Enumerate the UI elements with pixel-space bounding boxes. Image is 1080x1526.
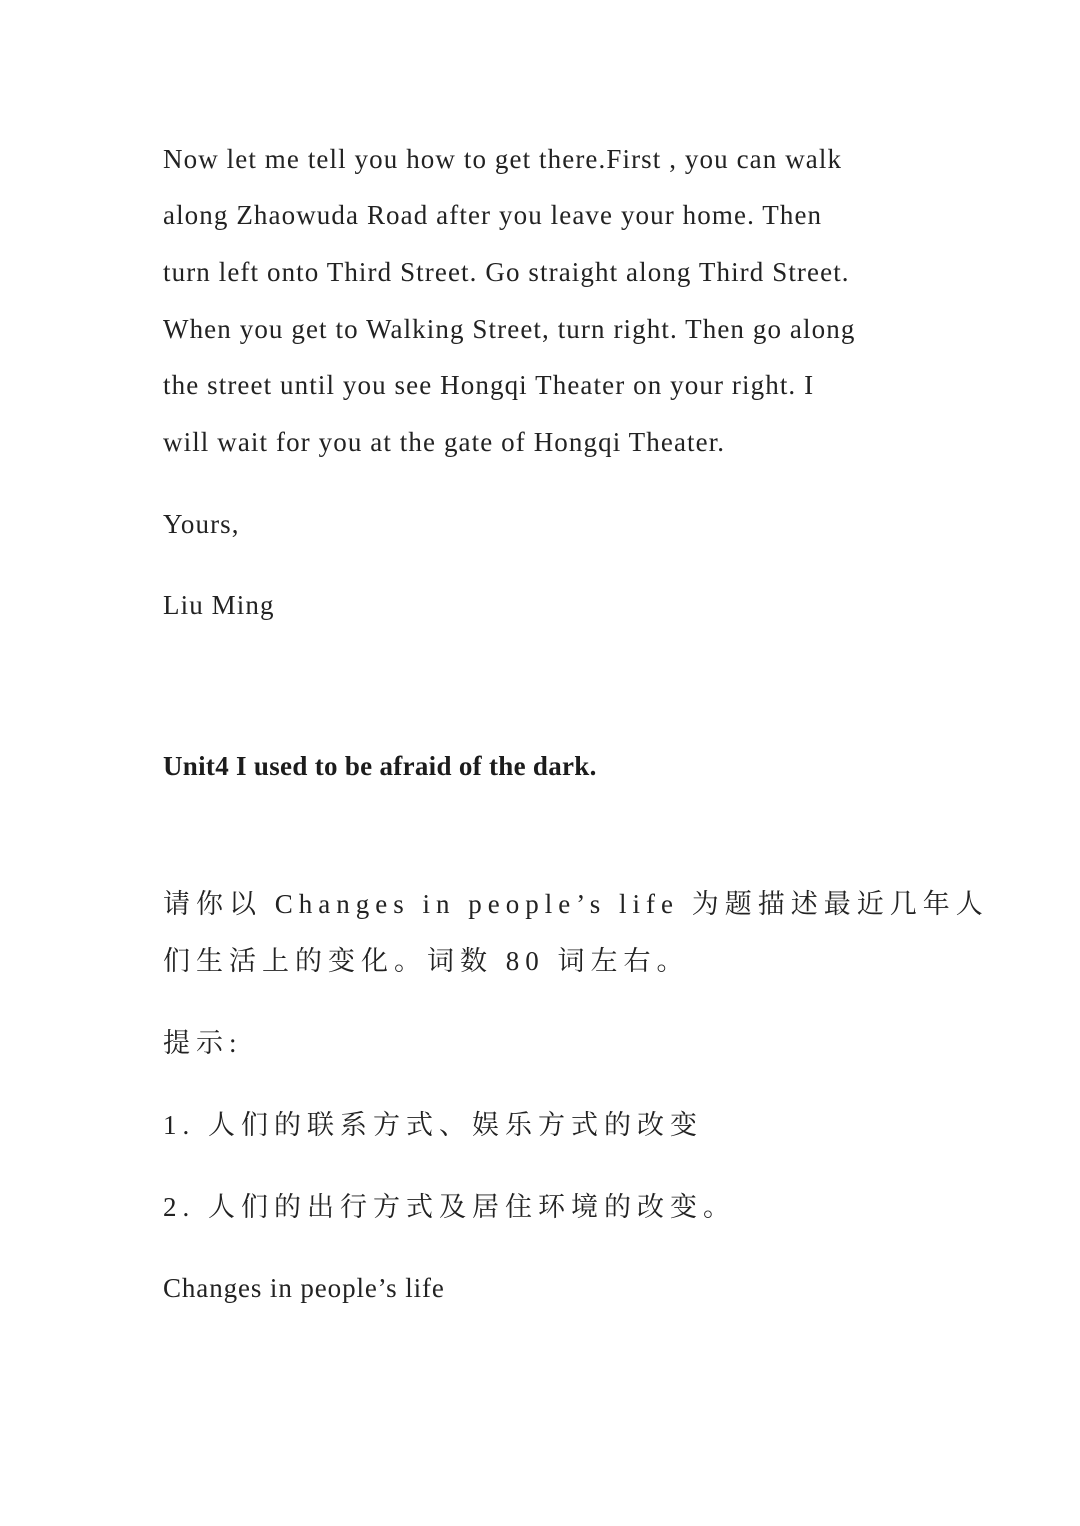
unit-heading: Unit4 I used to be afraid of the dark. xyxy=(163,751,597,781)
essay-title: Changes in people’s life xyxy=(163,1273,445,1303)
instruction-line-1: 请你以 Changes in people’s life 为题描述最近几年人 xyxy=(163,889,989,919)
hint-item-1: 1. 人们的联系方式、娱乐方式的改变 xyxy=(163,1110,703,1140)
hint-item-2: 2. 人们的出行方式及居住环境的改变。 xyxy=(163,1192,736,1222)
paragraph-line-5: the street until you see Hongqi Theater on your right. I xyxy=(163,370,815,400)
paragraph-line-1: Now let me tell you how to get there.First , you can walk xyxy=(163,144,843,174)
paragraph-line-3: turn left onto Third Street. Go straight along Third Street. xyxy=(163,257,850,287)
paragraph-line-6: will wait for you at the gate of Hongqi Theater. xyxy=(163,427,726,457)
paragraph-line-2: along Zhaowuda Road after you leave your home. Then xyxy=(163,200,823,230)
hint-label: 提示: xyxy=(163,1028,243,1058)
letter-closing: Yours, xyxy=(163,509,240,539)
instruction-line-2: 们生活上的变化。词数 80 词左右。 xyxy=(163,946,690,976)
letter-signature: Liu Ming xyxy=(163,590,275,620)
paragraph-line-4: When you get to Walking Street, turn right. Then go along xyxy=(163,314,856,344)
